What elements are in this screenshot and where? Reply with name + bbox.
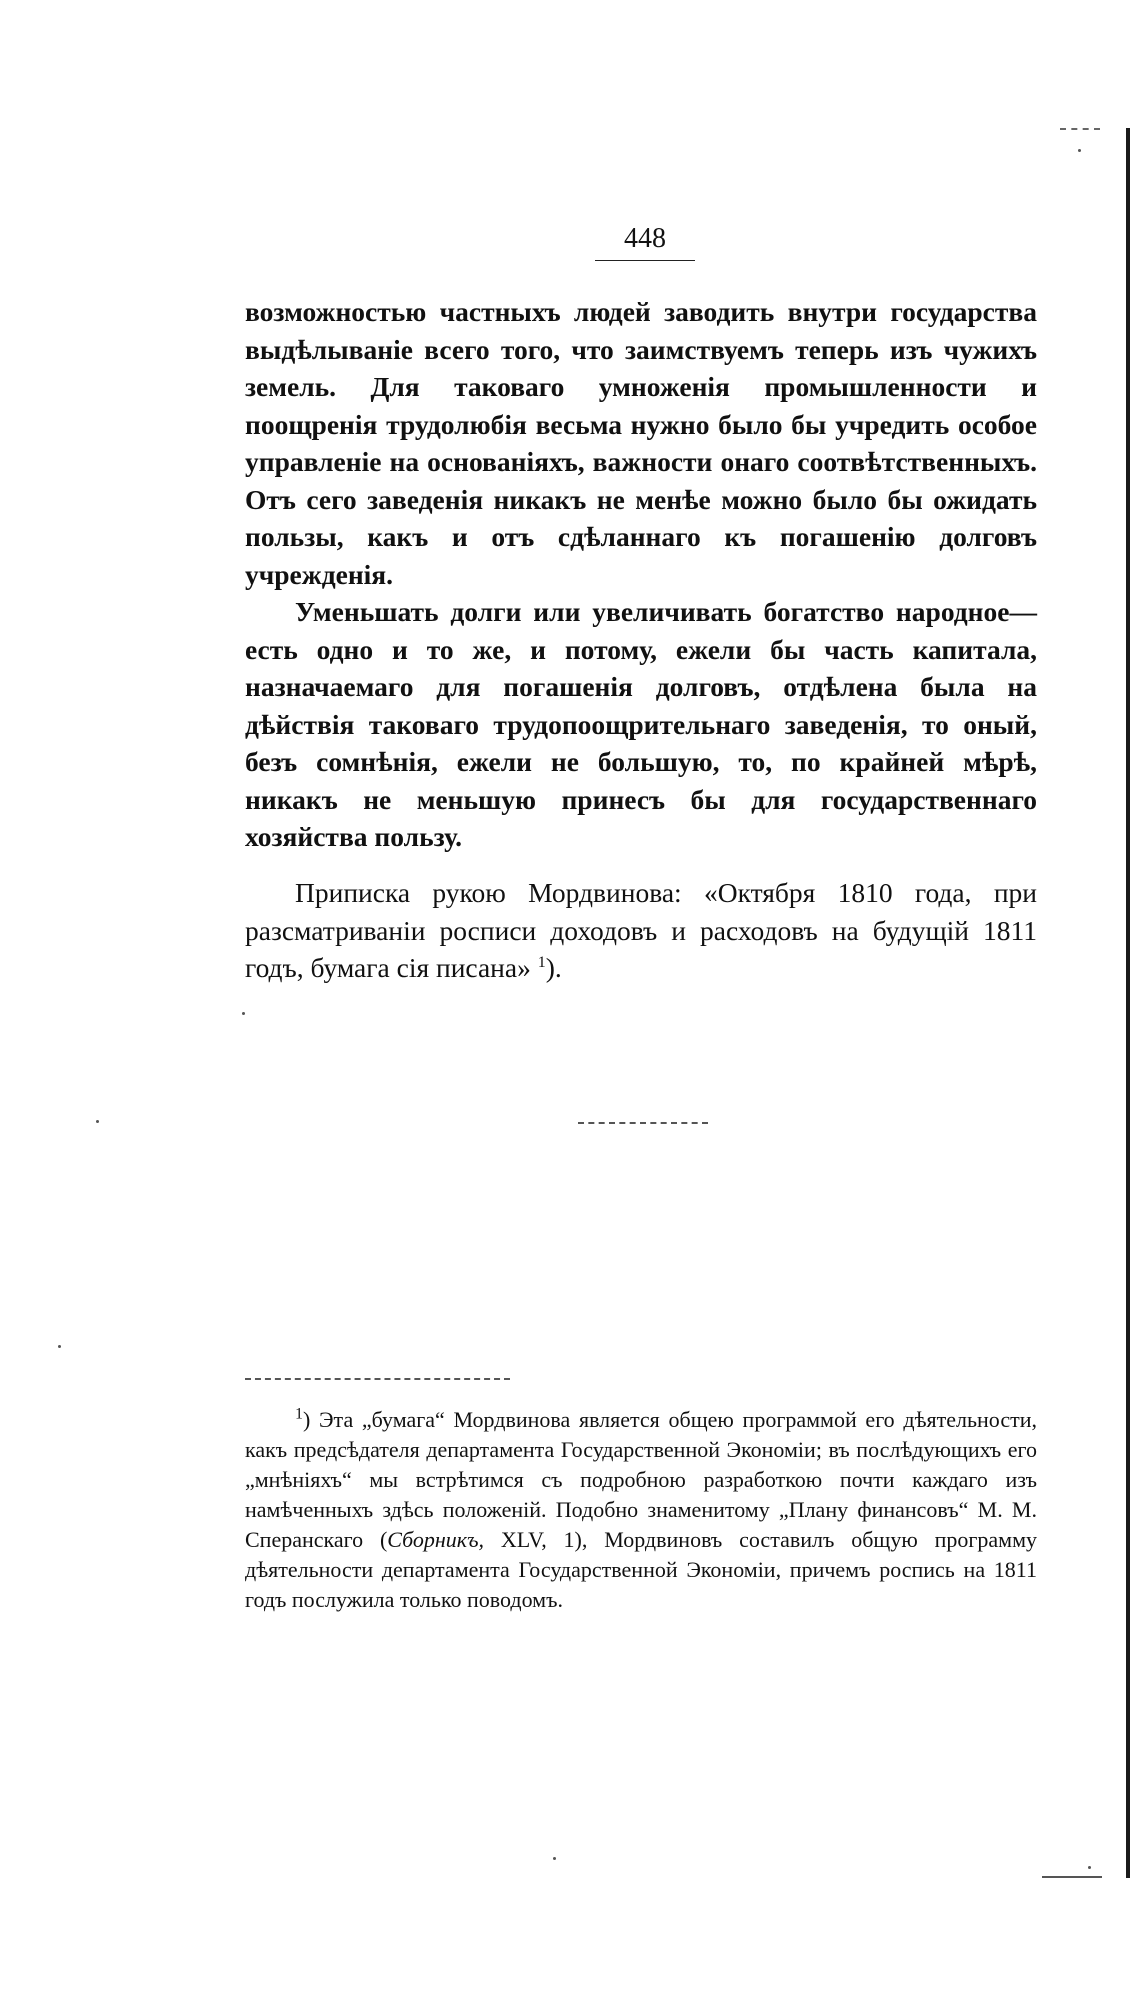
- page-number-underline: [595, 260, 695, 261]
- scan-speck: [96, 1120, 99, 1123]
- scan-speck: [58, 1345, 61, 1348]
- footnote-ref: 1: [537, 953, 546, 971]
- edge-mark-top: [1060, 128, 1100, 130]
- footnote-text-end: XLV, 1), Мордвиновъ составилъ общую программу дѣятельности департамента Государственной Экономіи, причемъ роспись на 1811 годъ послужила только поводомъ.: [245, 1527, 1038, 1612]
- edge-mark-bottom: [1042, 1876, 1102, 1878]
- author-note: [245, 874, 1037, 987]
- footnote-italic-source: Сборникъ,: [387, 1527, 485, 1552]
- note-text: Приписка рукою Мордвинова: «Октября 1810 года, при разсматриваніи росписи доходовъ и расходовъ на будущій 1811 годъ, бумага сія писана»: [245, 877, 1037, 983]
- footnote: [245, 1405, 1037, 1615]
- footnote-text: ) Эта „бумага“ Мордвинова является общею программой его дѣятельности, какъ предсѣдателя департамента Государственной Экономіи; въ послѣдующихъ его „мнѣніяхъ“ мы встрѣтимся съ подробною разработкою почти каждаго изъ намѣченныхъ здѣсь положеній. Подобно знаменитому „Плану финансовъ“ М. М. Сперанскаго (: [245, 1407, 1037, 1552]
- section-divider: [578, 1122, 708, 1124]
- paragraph: Уменьшать долги или увеличивать богатство народное— есть одно и то же, и потому, ежели бы часть капитала, назначаемаго для погашенія долговъ, отдѣлена была на дѣйствія таковаго трудопоощрительнаго заведенія, то оный, безъ сомнѣнія, ежели не большую, то, по крайней мѣрѣ, никакъ не меньшую принесъ бы для государственнаго хозяйства пользу.: [245, 596, 1037, 852]
- scan-speck: [553, 1857, 556, 1860]
- note-tail: ).: [545, 952, 562, 983]
- scan-speck: [1088, 1866, 1091, 1869]
- scan-speck: [1078, 149, 1081, 152]
- page-number: 448: [624, 223, 666, 254]
- page-edge-line: [1126, 128, 1130, 1878]
- paragraph: возможностью частныхъ людей заводить внутри государства выдѣлываніе всего того, что заимствуемъ теперь изъ чужихъ земель. Для таковаго умноженія промышленности и поощренія трудолюбія весьма нужно было бы учредить особое управленіе на основаніяхъ, важности онаго соотвѣтственныхъ. Отъ сего заведенія никакъ не менѣе можно было бы ожидать пользы, какъ и отъ сдѣланнаго къ погашенію долговъ учрежденія.: [245, 296, 1037, 590]
- footnote-rule: [245, 1378, 510, 1380]
- scan-speck: [242, 1012, 245, 1015]
- footnote-marker: 1: [295, 1405, 303, 1423]
- main-text: [245, 293, 1037, 856]
